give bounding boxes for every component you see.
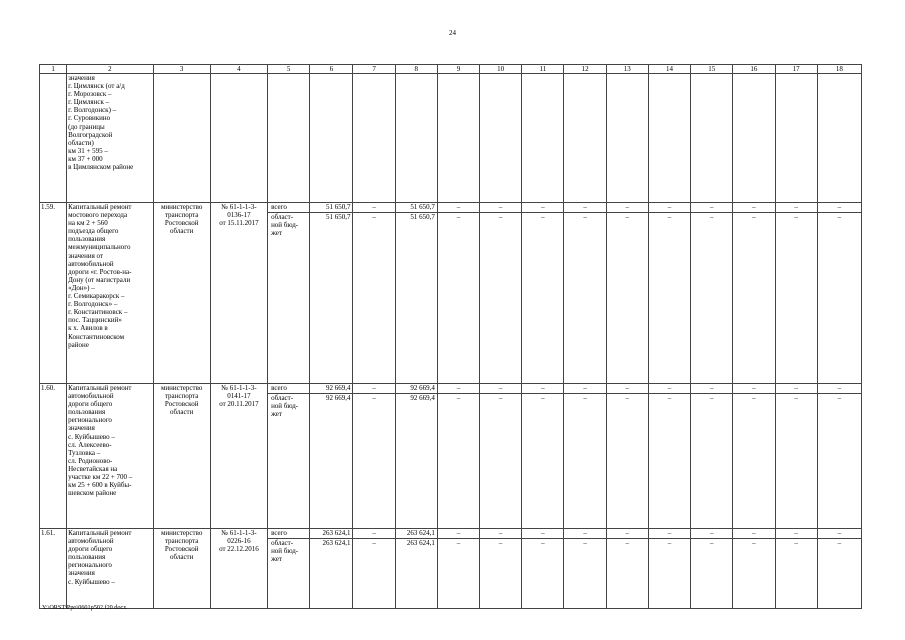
column-number-cell: 5 [268,65,310,74]
amount-col8 [395,203,437,384]
column-number-cell: 14 [648,65,690,74]
amount-col10 [480,203,522,384]
investment-table [39,64,862,609]
amount-col17 [775,529,817,609]
empty-cell [310,74,353,203]
empty-cell [40,74,67,203]
column-number-cell: 7 [353,65,395,74]
column-number-cell: 4 [210,65,267,74]
amount-col16 [733,529,775,609]
amount-col17 [775,384,817,529]
amount-col14-value: – [649,538,690,548]
amount-col15-value: – [691,538,732,548]
amount-col13 [606,384,648,529]
empty-cell [775,74,817,203]
funding-budget-label: област- ной бюд- жет [268,212,309,237]
funding-source-cell [268,203,310,384]
amount-col10 [480,529,522,609]
amount-col8-value: 263 624,1 [406,529,435,537]
amount-col11 [522,203,564,384]
empty-cell [480,74,522,203]
amount-col11-value: – [522,212,563,222]
amount-col13 [606,203,648,384]
continuation-row [40,74,862,203]
amount-col15-value: – [691,393,732,403]
amount-col13-value: – [607,393,648,403]
empty-cell [268,74,310,203]
amount-col16 [733,384,775,529]
amount-col7 [353,384,395,529]
column-number-cell: 15 [691,65,733,74]
amount-col6-value: 51 650,7 [325,203,351,211]
amount-col7-value: – [372,203,376,211]
empty-cell [564,74,606,203]
amount-col10-value: – [498,384,503,392]
document-cell: № 61-1-1-3- 0141-17 от 20.11.2017 [210,384,267,529]
column-number-cell: 12 [564,65,606,74]
column-number-cell: 13 [606,65,648,74]
amount-col6-value: 92 669,4 [325,384,351,392]
amount-col15-value: – [709,529,714,537]
amount-col15 [691,203,733,384]
empty-cell [395,74,437,203]
amount-col6 [310,529,353,609]
amount-col18-value: – [837,529,842,537]
amount-col11-value: – [522,393,563,403]
funding-budget-label: област- ной бюд- жет [268,538,309,563]
amount-col15-value: – [691,212,732,222]
funding-total-label: всего [271,384,287,392]
empty-cell [648,74,690,203]
amount-col10-value: – [480,212,521,222]
column-number-cell: 3 [153,65,210,74]
row-number: 1.61. [40,529,67,609]
amount-col6 [310,203,353,384]
row-number: 1.59. [40,203,67,384]
amount-col12-value: – [583,529,587,537]
amount-col10 [480,384,522,529]
amount-col16-value: – [752,384,756,392]
amount-col17-value: – [794,529,798,537]
amount-col13-value: – [625,203,630,211]
amount-col13 [606,529,648,609]
amount-col16-value: – [752,529,756,537]
object-name: Капитальный ремонт мостового перехода на км 2 + 560 подъезда общего пользования межмуниципального значения от автомобильной дороги «г. Ростов-на- Дону (от магистрали «Дон») – г. Семикаракорск – г. Волгодонск» – г. Константиновск – пос. Таццинский» к х. Авилов в Константиновском районе [67,203,153,384]
row-number: 1.60. [40,384,67,529]
amount-col10-value: – [498,203,503,211]
empty-cell [606,74,648,203]
amount-col10-value: – [480,538,521,548]
table-row [40,529,862,609]
amount-col9 [437,384,479,529]
amount-col11-value: – [522,538,563,548]
amount-col18 [817,203,861,384]
amount-col18-value: – [818,212,861,222]
amount-col17 [775,203,817,384]
funding-source-cell [268,384,310,529]
amount-col17-value: – [794,384,798,392]
amount-col11-value: – [541,529,545,537]
amount-col12-value: – [583,203,587,211]
amount-col8 [395,384,437,529]
customer-cell: министерство транспорта Ростовской области [153,203,210,384]
empty-cell [522,74,564,203]
column-number-cell: 18 [817,65,861,74]
table-row [40,203,862,384]
amount-col7 [353,529,395,609]
empty-cell [733,74,775,203]
amount-col12-value: – [583,384,587,392]
amount-col16-value: – [752,203,756,211]
amount-col7-value: – [372,384,376,392]
amount-col14 [648,529,690,609]
funding-total-label: всего [271,529,287,537]
customer-cell: министерство транспорта Ростовской области [153,529,210,609]
amount-col13-value: – [607,538,648,548]
column-number-cell: 1 [40,65,67,74]
column-number-cell: 16 [733,65,775,74]
amount-col9-value: – [456,384,461,392]
empty-cell [210,74,267,203]
amount-col15 [691,384,733,529]
amount-col8-value: 263 624,1 [396,538,437,548]
amount-col14 [648,384,690,529]
amount-col14-value: – [649,393,690,403]
amount-col10-value: – [498,529,503,537]
amount-col11-value: – [541,203,545,211]
amount-col14-value: – [667,203,672,211]
amount-col17-value: – [776,538,817,548]
empty-cell [437,74,479,203]
amount-col13-value: – [607,212,648,222]
object-name: Капитальный ремонт автомобильной дороги общего пользования регионального значения с. Куйбышево – сл. Алексеево- Тузловка – сл. Родионово- Несветайская на участке км 22 + 700 – км 25 + 600 в Куйбы- шевском районе [67,384,153,529]
amount-col12 [564,384,606,529]
amount-col9 [437,203,479,384]
column-number-cell: 11 [522,65,564,74]
amount-col7 [353,203,395,384]
amount-col6-value: 263 624,1 [310,538,352,548]
amount-col18-value: – [818,538,861,548]
amount-col12-value: – [564,212,605,222]
amount-col6-value: 263 624,1 [322,529,351,537]
funding-budget-label: област- ной бюд- жет [268,393,309,418]
table-row [40,384,862,529]
column-number-cell: 10 [480,65,522,74]
amount-col7-value: – [372,529,376,537]
amount-col16-value: – [733,538,774,548]
amount-col6-value: 92 669,4 [310,393,352,403]
amount-col18-value: – [837,203,842,211]
amount-col12 [564,203,606,384]
amount-col18-value: – [818,393,861,403]
amount-col9-value: – [438,212,479,222]
amount-col8-value: 51 650,7 [396,212,437,222]
amount-col17-value: – [776,212,817,222]
empty-cell [817,74,861,203]
amount-col16-value: – [733,393,774,403]
empty-cell [691,74,733,203]
amount-col18 [817,384,861,529]
document-cell: № 61-1-1-3- 0136-17 от 15.11.2017 [210,203,267,384]
amount-col12 [564,529,606,609]
amount-col9-value: – [456,203,461,211]
amount-col14-value: – [649,212,690,222]
amount-col9 [437,529,479,609]
amount-col9-value: – [438,393,479,403]
amount-col6 [310,384,353,529]
amount-col9-value: – [438,538,479,548]
amount-col13-value: – [625,529,630,537]
document-cell: № 61-1-1-3- 0226-16 от 22.12.2016 [210,529,267,609]
column-number-cell: 6 [310,65,353,74]
amount-col12-value: – [564,538,605,548]
amount-col13-value: – [625,384,630,392]
amount-col15 [691,529,733,609]
amount-col17-value: – [794,203,798,211]
amount-col7-value: – [353,212,394,222]
amount-col15-value: – [709,384,714,392]
amount-col8-value: 92 669,4 [396,393,437,403]
amount-col10-value: – [480,393,521,403]
amount-col14 [648,203,690,384]
object-name-continuation: значения г. Цимлянск (от а/д г. Морозовск – г. Цимлянск – г. Волгодонск) – г. Суровикино (до границы Волгоградской области) км 31 + 595 – км 37 + 000 в Цимлянском районе [67,74,153,203]
object-name: Капитальный ремонт автомобильной дороги общего пользования регионального значения с. Куйбышево – [67,529,153,609]
amount-col11 [522,384,564,529]
customer-cell: министерство транспорта Ростовской области [153,384,210,529]
amount-col8 [395,529,437,609]
amount-col16-value: – [733,212,774,222]
amount-col8-value: 92 669,4 [410,384,435,392]
column-number-cell: 2 [67,65,153,74]
column-number-row [40,65,862,74]
amount-col12-value: – [564,393,605,403]
amount-col17-value: – [776,393,817,403]
amount-col6-value: 51 650,7 [310,212,352,222]
column-number-cell: 17 [775,65,817,74]
amount-col7-value: – [353,538,394,548]
amount-col8-value: 51 650,7 [410,203,435,211]
empty-cell [353,74,395,203]
column-number-cell: 9 [437,65,479,74]
amount-col11 [522,529,564,609]
amount-col11-value: – [541,384,545,392]
column-number-cell: 8 [395,65,437,74]
amount-col18 [817,529,861,609]
amount-col16 [733,203,775,384]
amount-col14-value: – [667,384,672,392]
amount-col14-value: – [667,529,672,537]
amount-col9-value: – [456,529,461,537]
funding-total-label: всего [271,203,287,211]
footer-file-path: Y:\ORST\Ppo\0601p502.f20.docx [42,604,127,611]
amount-col18-value: – [837,384,842,392]
amount-col15-value: – [709,203,714,211]
page-number: 24 [449,29,456,37]
empty-cell [153,74,210,203]
funding-source-cell [268,529,310,609]
amount-col7-value: – [353,393,394,403]
